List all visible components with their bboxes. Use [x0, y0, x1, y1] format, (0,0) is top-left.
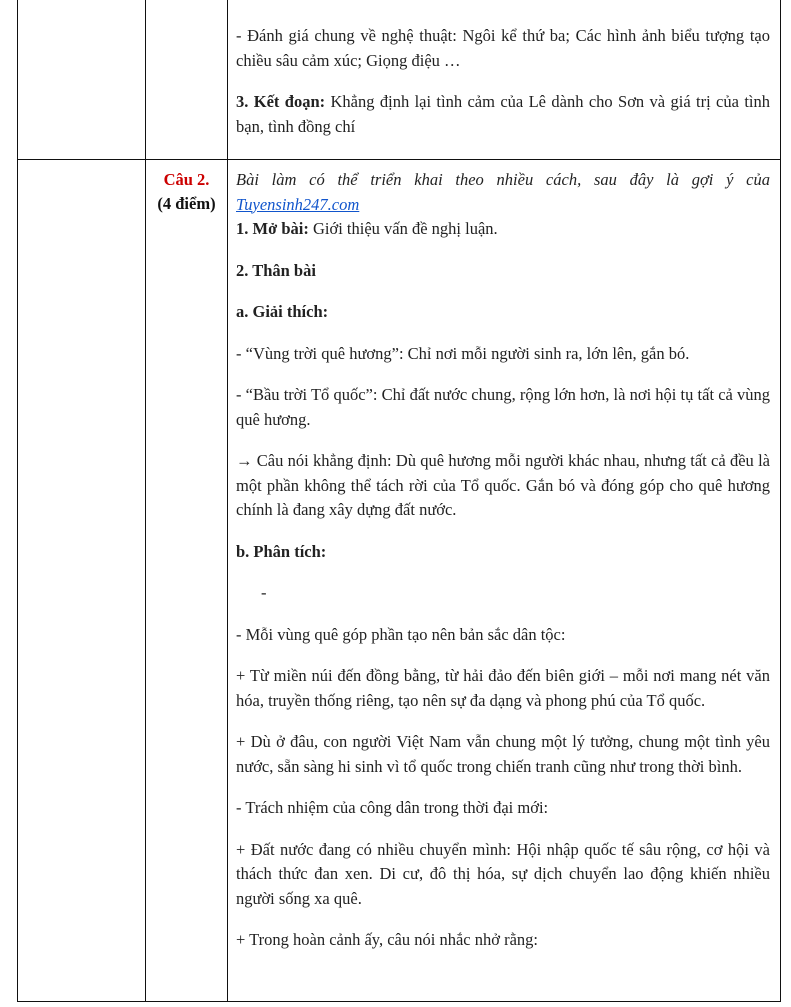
table-row: [18, 0, 781, 160]
source-link[interactable]: Tuyensinh247.com: [236, 194, 360, 214]
conclusion-paragraph: [236, 90, 770, 139]
analysis-item: + Trong hoàn cảnh ấy, câu nói nhắc nhở rằng:: [236, 930, 538, 949]
body-heading: 2. Thân bài: [236, 260, 316, 280]
analysis-item: + Từ miền núi đến đồng bằng, từ hải đảo đến biên giới – mỗi nơi mang nét văn hóa, truyền thống riêng, tạo nên sự đa dạng và phong phú của Tổ quốc.: [236, 666, 770, 710]
intro-paragraph: [236, 160, 770, 217]
question-number: Câu 2.: [163, 170, 210, 189]
opening-text: Giới thiệu vấn đề nghị luận.: [308, 219, 498, 238]
art-evaluation: - Đánh giá chung về nghệ thuật: Ngôi kể thứ ba; Các hình ảnh biểu tượng tạo chiều sâu cảm xúc; Giọng điệu …: [236, 26, 770, 70]
analysis-item: - Trách nhiệm của công dân trong thời đại mới:: [236, 798, 549, 817]
question-points: (4 điểm): [157, 194, 216, 213]
opening-paragraph: [236, 217, 770, 242]
explain-heading: a. Giải thích:: [236, 302, 329, 321]
conclusion-label: 3. Kết đoạn:: [236, 92, 326, 111]
explain-item: → Câu nói khẳng định: Dù quê hương mỗi người khác nhau, nhưng tất cả đều là một phần không thể tách rời của Tổ quốc. Gắn bó và đóng góp cho quê hương chính là đang xây dựng đất nước.: [236, 451, 770, 519]
question-cell: [146, 0, 228, 160]
answer-content: [228, 160, 780, 953]
empty-cell: [18, 160, 146, 1002]
intro-text: Bài làm có thể triển khai theo nhiều cách, sau đây là gợi ý của: [236, 170, 770, 189]
empty-bullet: -: [261, 583, 267, 602]
answer-cell: [228, 160, 781, 1002]
answer-cell: [228, 0, 781, 160]
table-row: [18, 160, 781, 1002]
question-cell: [146, 160, 228, 1002]
conclusion-text: Khẳng định lại tình cảm của Lê dành cho Sơn và giá trị của tình bạn, tình đồng chí: [236, 92, 770, 136]
analysis-item: + Đất nước đang có nhiều chuyển mình: Hội nhập quốc tế sâu rộng, cơ hội và thách thức đan xen. Di cư, đô thị hóa, sự dịch chuyển lao động khiến nhiều người sống xa quê.: [236, 839, 770, 908]
analysis-item: - Mỗi vùng quê góp phần tạo nên bản sắc dân tộc:: [236, 624, 566, 644]
answer-key-table: [17, 0, 781, 1002]
opening-label: 1. Mở bài:: [236, 219, 309, 238]
question-label: [146, 160, 227, 216]
explain-item: - “Vùng trời quê hương”: Chỉ nơi mỗi người sinh ra, lớn lên, gắn bó.: [236, 343, 690, 363]
analysis-heading: b. Phân tích:: [236, 541, 327, 561]
analysis-item: + Dù ở đâu, con người Việt Nam vẫn chung một lý tưởng, chung một tình yêu nước, sẵn sàng hi sinh vì tổ quốc trong chiến tranh cũng như trong thời bình.: [236, 732, 770, 776]
empty-cell: [18, 0, 146, 160]
explain-item: - “Bầu trời Tổ quốc”: Chỉ đất nước chung, rộng lớn hơn, là nơi hội tụ tất cả vùng quê hương.: [236, 385, 770, 429]
answer-content: [228, 0, 780, 139]
